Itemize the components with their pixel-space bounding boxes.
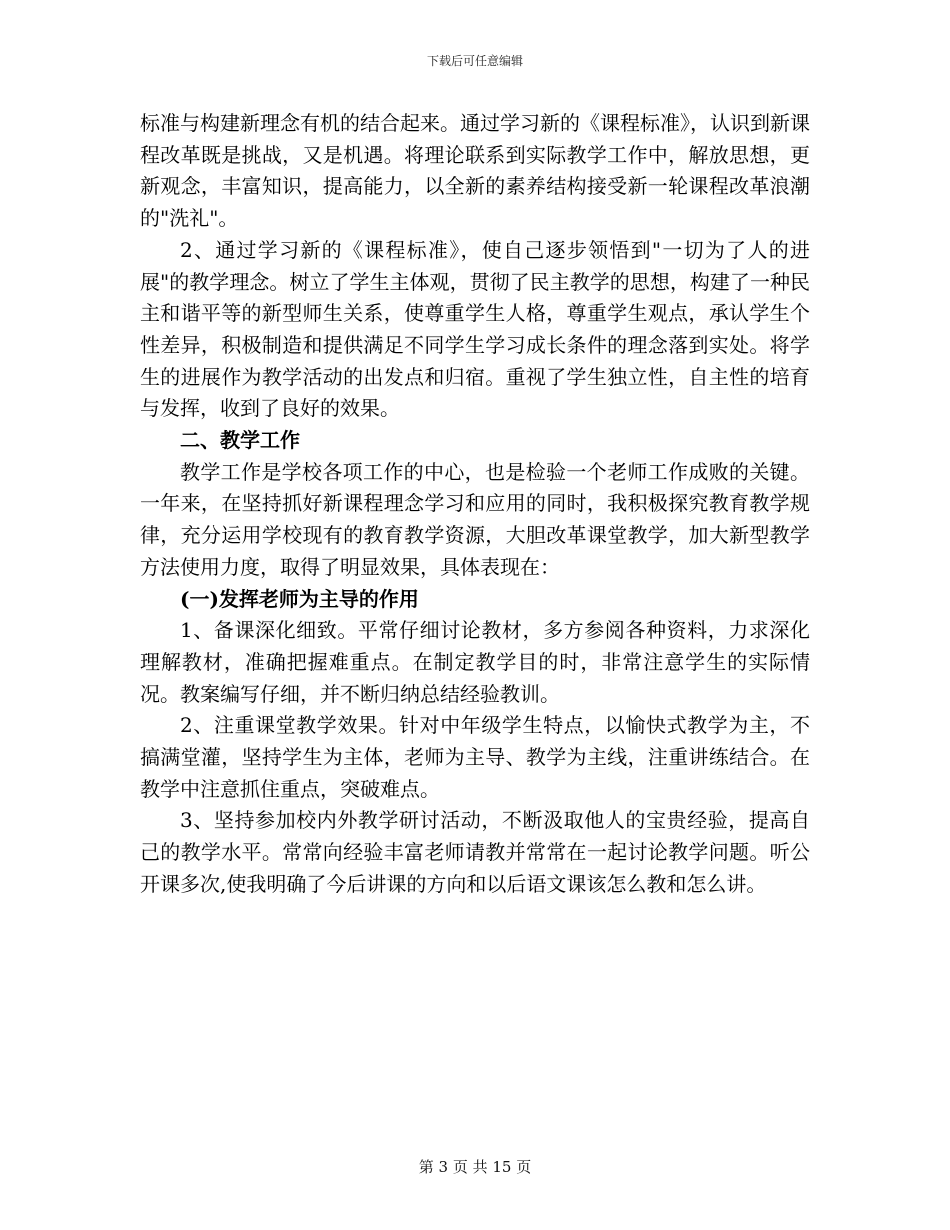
page-footer: 第 3 页 共 15 页 xyxy=(418,1158,532,1176)
paragraph-teaching-work: 教学工作是学校各项工作的中心，也是检验一个老师工作成败的关键。一年来，在坚持抓好新课程理念学习和应用的同时，我积极探究教育教学规律，充分运用学校现有的教育教学资源，大胆改革课堂教学，加大新型教学方法使用力度，取得了明显效果，具体表现在： xyxy=(140,459,810,579)
paragraph-continued: 标准与构建新理念有机的结合起来。通过学习新的《课程标准》，认识到新课程改革既是挑战，又是机遇。将理论联系到实际教学工作中，解放思想，更新观念，丰富知识，提高能力，以全新的素养结构接受新一轮课程改革浪潮的"洗礼"。 xyxy=(140,111,810,231)
document-body xyxy=(140,108,810,901)
section-heading-teaching-work: 二、教学工作 xyxy=(180,428,300,453)
page-header: 下载后可任意编辑 xyxy=(426,54,523,68)
paragraph-classroom-effect: 2、注重课堂教学效果。针对中年级学生特点，以愉快式教学为主，不搞满堂灌，坚持学生为主体，老师为主导、教学为主线，注重讲练结合。在教学中注意抓住重点，突破难点。 xyxy=(140,713,810,801)
paragraph-curriculum-standard: 2、通过学习新的《课程标准》，使自己逐步领悟到"一切为了人的进展"的教学理念。树立了学生主体观，贯彻了民主教学的思想，构建了一种民主和谐平等的新型师生关系，使尊重学生人格，尊重学生观点，承认学生个性差异，积极制造和提供满足不同学生学习成长条件的理念落到实处。将学生的进展作为教学活动的出发点和归宿。重视了学生独立性，自主性的培育与发挥，收到了良好的效果。 xyxy=(140,237,810,421)
paragraph-lesson-prep: 1、备课深化细致。平常仔细讨论教材，多方参阅各种资料，力求深化理解教材，准确把握难重点。在制定教学目的时，非常注意学生的实际情况。教案编写仔细，并不断归纳总结经验教训。 xyxy=(140,618,810,706)
paragraph-research-activities: 3、坚持参加校内外教学研讨活动，不断汲取他人的宝贵经验，提高自己的教学水平。常常向经验丰富老师请教并常常在一起讨论教学问题。听公开课多次,使我明确了今后讲课的方向和以后语文课该怎么教和怎么讲。 xyxy=(140,808,810,896)
subsection-heading-teacher-role: (一)发挥老师为主导的作用 xyxy=(180,586,419,611)
